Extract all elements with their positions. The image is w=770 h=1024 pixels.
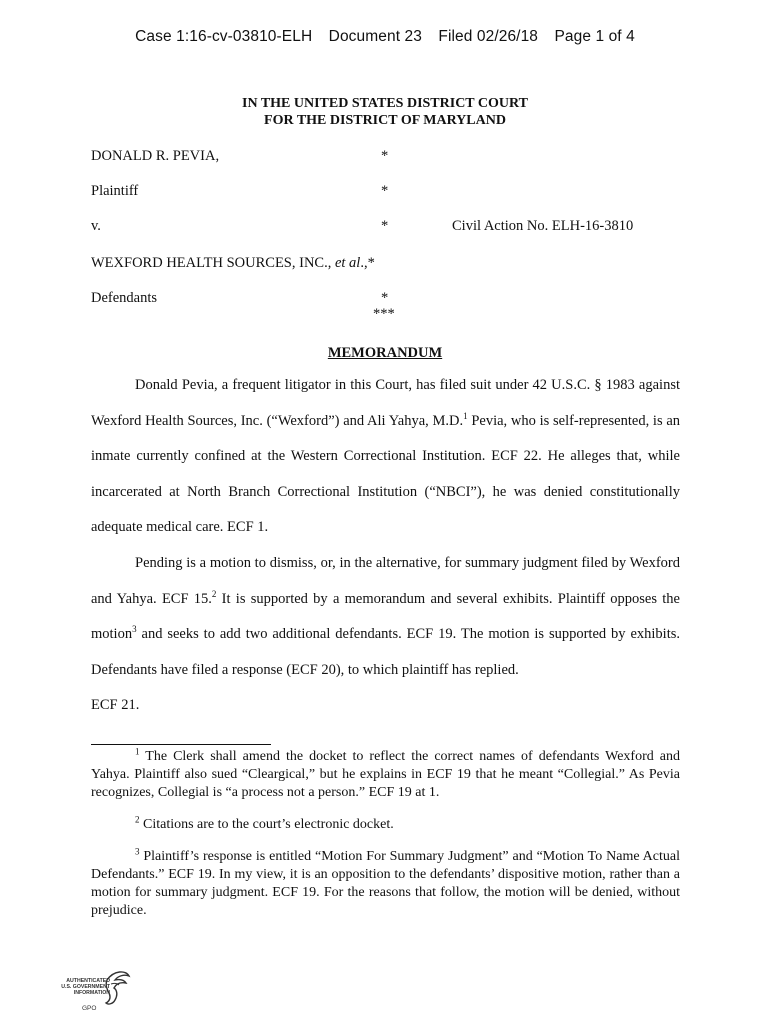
footnote-1 (91, 748, 680, 802)
plaintiff-role: Plaintiff (91, 183, 139, 199)
page-number: Page 1 of 4 (554, 28, 635, 45)
footnote-ref-1: 1 (463, 410, 468, 421)
defendant-suffix: ., (360, 255, 368, 271)
paragraph-1-text-a: Donald Pevia, a frequent litigator in this Court, has filed suit under 42 U.S.C. § 1983 against Wexford Health Sources, Inc. (“Wexford”) and Ali Yahya, M.D. (91, 377, 680, 429)
footnote-divider (91, 744, 271, 745)
paragraph-1 (91, 368, 680, 546)
memorandum-body (91, 368, 680, 724)
paragraph-2-end: ECF 21. (91, 697, 140, 714)
gpo-authentication-logo (40, 966, 132, 1014)
footnote-text: The Clerk shall amend the docket to reflect the correct names of defendants Wexford and Yahya. Plaintiff also sued “Cleargical,” but he explains in ECF 19 that he meant “Collegial.” As Pevia recognizes, Collegial is “a process not a person.” ECF 19 at 1. (91, 749, 680, 800)
gpo-line-2: U.S. GOVERNMENT (61, 984, 110, 990)
document-number: Document 23 (328, 28, 422, 45)
plaintiff-name: DONALD R. PEVIA, (91, 148, 220, 164)
footnote-text: Citations are to the court’s electronic docket. (139, 817, 394, 832)
caption-star: * (381, 183, 389, 199)
caption-star: * (381, 290, 389, 306)
defendant-name-text: WEXFORD HEALTH SOURCES, INC., (91, 255, 335, 271)
caption-star: * (367, 255, 375, 271)
paragraph-2-text-c: and seeks to add two additional defendants. ECF 19. The motion is supported by exhibits. Defendants have filed a response (ECF 20), to which plaintiff has replied. (91, 626, 680, 678)
paragraph-2 (91, 546, 680, 688)
court-heading (0, 95, 770, 129)
footnote-number: 2 (135, 814, 140, 825)
footnote-text: Plaintiff’s response is entitled “Motion For Summary Judgment” and “Motion To Name Actual Defendants.” ECF 19. In my view, it is an opposition to the defendants’ dispositive motion, rather than a motion for summary judgment. ECF 19. For the reasons that follow, the motion will be denied, without prejudice. (91, 849, 680, 918)
page-header (0, 28, 770, 46)
defendant-name (91, 255, 375, 272)
eagle-icon (102, 968, 132, 1008)
court-line-2: FOR THE DISTRICT OF MARYLAND (264, 113, 506, 128)
footnote-ref-3: 3 (132, 624, 137, 635)
caption-star: * (381, 218, 389, 234)
civil-action-number: Civil Action No. ELH-16-3810 (452, 218, 634, 234)
et-al: et al (334, 255, 361, 271)
paragraph-1-text-b: Pevia, who is self-represented, is an inmate currently confined at the Western Correctional Institution. ECF 22. He alleges that, while incarcerated at North Branch Correctional Institution (“NBCI”), he was denied constitutionally adequate medical care. ECF 1. (91, 412, 681, 536)
footnote-number: 3 (135, 846, 140, 857)
footnote-2 (91, 816, 680, 834)
defendant-role: Defendants (91, 290, 158, 306)
footnotes (91, 748, 680, 934)
paragraph-2-text-a: Pending is a motion to dismiss, or, in the alternative, for summary judgment filed by Wexford and Yahya. ECF 15. (91, 554, 680, 607)
case-number: Case 1:16-cv-03810-ELH (135, 28, 313, 45)
court-line-1: IN THE UNITED STATES DISTRICT COURT (242, 96, 528, 111)
memorandum-title: MEMORANDUM (327, 345, 443, 361)
filed-date: Filed 02/26/18 (438, 28, 539, 45)
caption-triple-star: *** (373, 306, 395, 322)
footnote-3 (91, 848, 680, 920)
gpo-line-1: AUTHENTICATED (66, 978, 110, 984)
gpo-mark: GPO (82, 1005, 97, 1012)
gpo-line-3: INFORMATION (73, 990, 110, 996)
gpo-logo-text (40, 978, 110, 996)
footnote-number: 1 (135, 746, 140, 757)
paragraph-2-text-b: It is supported by a memorandum and several exhibits. Plaintiff opposes the motion (91, 590, 680, 643)
footnote-ref-2: 2 (211, 588, 217, 599)
caption-star: * (381, 148, 389, 164)
versus: v. (91, 218, 101, 234)
